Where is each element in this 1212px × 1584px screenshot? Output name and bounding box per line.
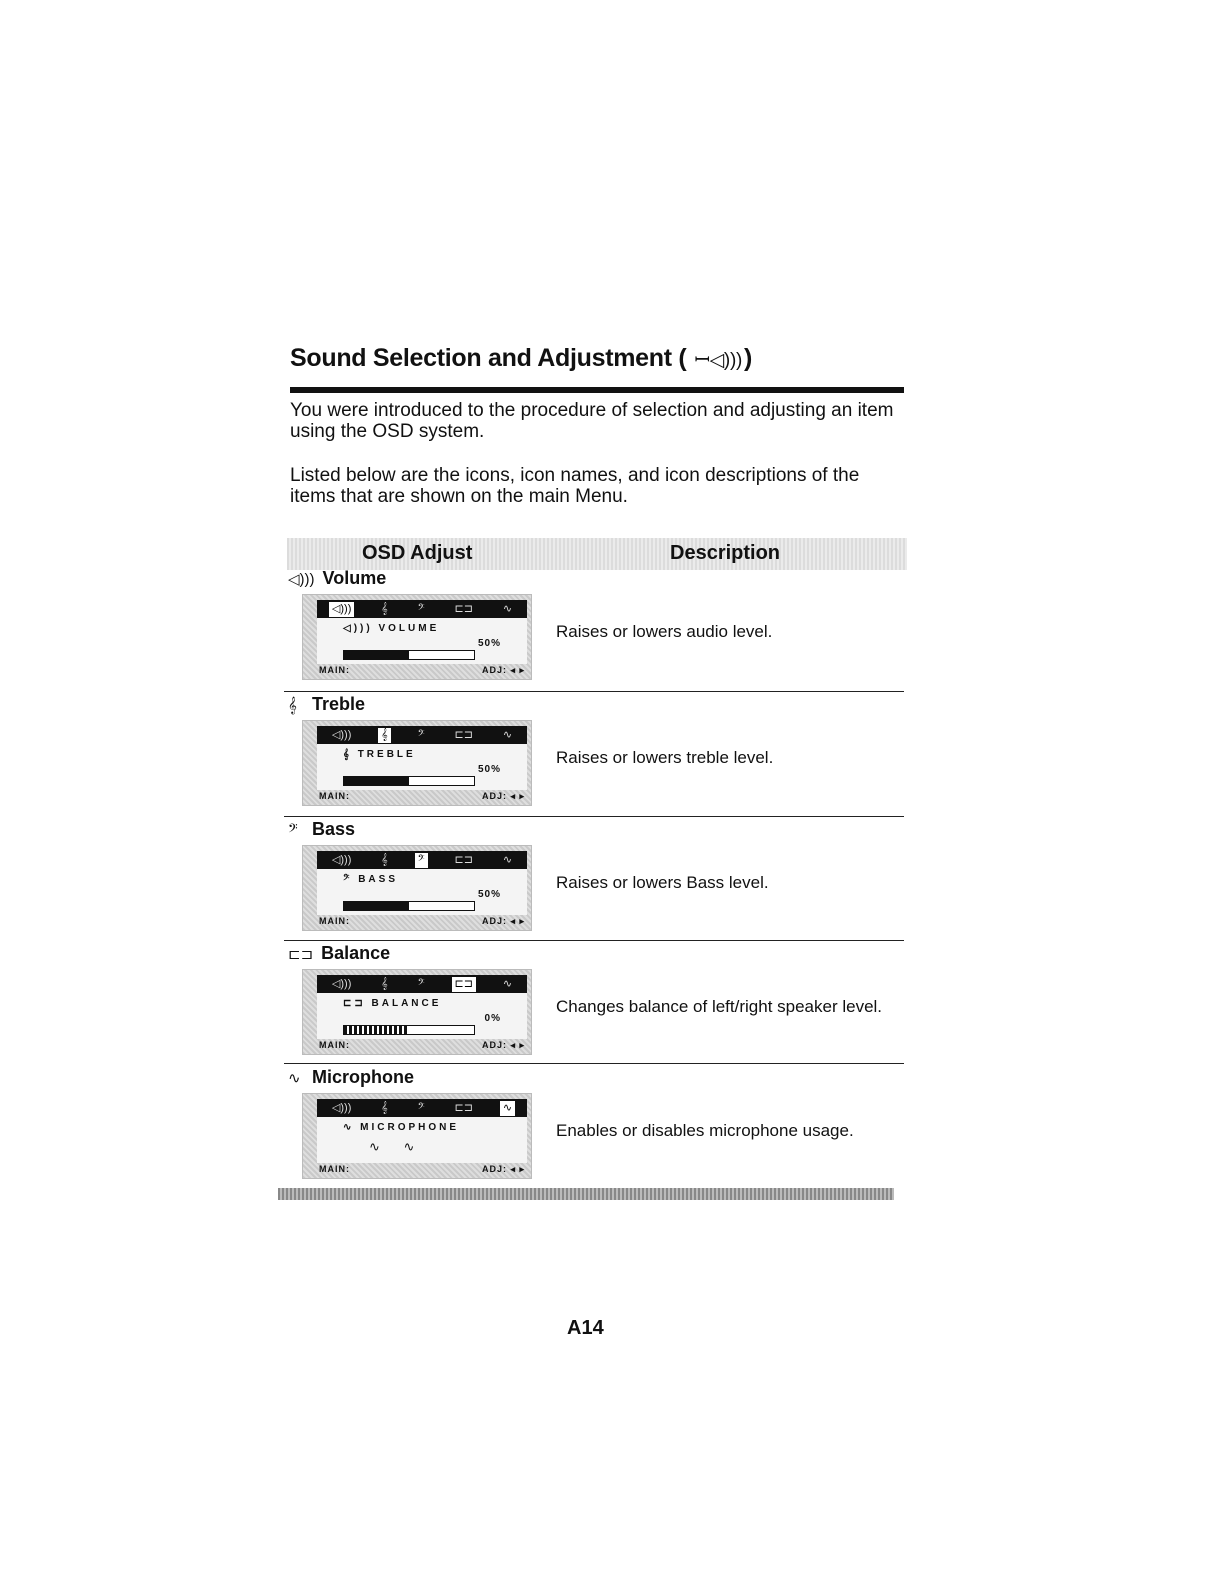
column-description: Description [670,542,781,564]
volume-icon: ◁))) [329,602,354,617]
osd-footer-main: MAIN: [319,665,350,675]
microphone-icon: ∿ [502,728,513,741]
row-divider [284,816,904,817]
microphone-options: ∿ ∿ [369,1139,415,1154]
row-divider [284,691,904,692]
row-divider [284,1063,904,1064]
item-description: Changes balance of left/right speaker level. [556,997,883,1016]
level-bar [343,901,475,911]
bass-icon: 𝄢 [417,977,425,990]
osd-screen [302,720,532,806]
level-bar [343,650,475,660]
osd-footer-main: MAIN: [319,1040,350,1050]
item-title: ∿ Microphone [288,1067,414,1087]
osd-label: ∿ MICROPHONE [343,1122,460,1133]
microphone-icon: ∿ [500,1101,515,1116]
item-row-bass [284,819,904,937]
title-text: Sound Selection and Adjustment ( [290,344,687,372]
item-description: Raises or lowers treble level. [556,748,774,767]
item-description: Raises or lowers audio level. [556,622,773,641]
osd-value: 50% [477,764,501,775]
page-title [290,344,752,373]
item-row-balance [284,943,904,1061]
osd-footer-adj: ADJ: ◂ ▸ [481,1164,525,1174]
item-title: 𝄢 Bass [288,819,356,839]
osd-screen [302,1093,532,1179]
osd-icon-bar [317,726,527,744]
item-title: 𝄞 Treble [288,694,366,714]
osd-footer-adj: ADJ: ◂ ▸ [481,665,525,675]
osd-footer-adj: ADJ: ◂ ▸ [481,1040,525,1050]
osd-footer-main: MAIN: [319,1164,350,1174]
volume-icon: ◁))) [331,728,352,741]
title-rule [290,387,904,393]
table-bottom-band [278,1188,894,1200]
osd-label: 𝄢 BASS [343,874,398,885]
microphone-icon: ∿ [502,602,513,615]
item-description: Raises or lowers Bass level. [556,873,769,892]
osd-footer-adj: ADJ: ◂ ▸ [481,791,525,801]
bass-icon: 𝄢 [417,602,425,615]
osd-label: ◁))) VOLUME [343,623,440,634]
osd-icon-bar [317,851,527,869]
item-row-volume [284,568,904,686]
osd-screen [302,969,532,1055]
speaker-icon: ꟷ◁))) [694,350,742,371]
treble-icon: 𝄞 [378,728,391,743]
microphone-icon: ∿ [502,853,513,866]
bass-icon: 𝄢 [415,853,428,868]
osd-screen [302,594,532,680]
bass-icon: 𝄢 [288,822,298,839]
treble-icon: 𝄞 [288,697,297,714]
osd-icon-bar [317,975,527,993]
balance-icon: ⊏⊐ [452,977,476,992]
balance-icon: ⊏⊐ [288,946,314,963]
volume-icon: ◁))) [331,977,352,990]
treble-icon: 𝄞 [381,602,388,615]
osd-value: 50% [477,889,501,900]
item-description: Enables or disables microphone usage. [556,1121,854,1140]
level-bar [343,776,475,786]
osd-footer-adj: ADJ: ◂ ▸ [481,916,525,926]
osd-label: ⊏⊐ BALANCE [343,998,442,1009]
item-row-treble [284,694,904,812]
balance-icon: ⊏⊐ [454,728,473,741]
treble-icon: 𝄞 [381,977,388,990]
osd-screen [302,845,532,931]
bass-icon: 𝄢 [417,1101,425,1114]
item-row-microphone [284,1067,904,1185]
column-osd-adjust: OSD Adjust [362,542,473,564]
balance-icon: ⊏⊐ [454,853,473,866]
balance-icon: ⊏⊐ [454,1101,473,1114]
volume-icon: ◁))) [331,1101,352,1114]
balance-bar [343,1025,475,1035]
volume-icon: ◁))) [288,571,315,588]
osd-icon-bar [317,1099,527,1117]
title-close: ) [744,344,753,372]
treble-icon: 𝄞 [381,853,388,866]
balance-icon: ⊏⊐ [454,602,473,615]
osd-footer-main: MAIN: [319,791,350,801]
osd-value: 50% [477,638,501,649]
intro-paragraph-1: You were introduced to the procedure of selection and adjusting an item using the OSD system. [290,400,894,442]
microphone-icon: ∿ [288,1070,301,1087]
row-divider [284,940,904,941]
page-number: A14 [567,1317,604,1339]
volume-icon: ◁))) [331,853,352,866]
osd-value: 0% [484,1013,501,1024]
treble-icon: 𝄞 [381,1101,388,1114]
item-title: ⊏⊐ Balance [288,943,391,963]
table-header [287,538,907,570]
bass-icon: 𝄢 [417,728,425,741]
osd-footer-main: MAIN: [319,916,350,926]
osd-label: 𝄞 TREBLE [343,749,416,760]
intro-paragraph-2: Listed below are the icons, icon names, and icon descriptions of the items that are shown on the main Menu. [290,465,860,507]
osd-icon-bar [317,600,527,618]
microphone-icon: ∿ [502,977,513,990]
item-title: ◁))) Volume [288,568,387,588]
